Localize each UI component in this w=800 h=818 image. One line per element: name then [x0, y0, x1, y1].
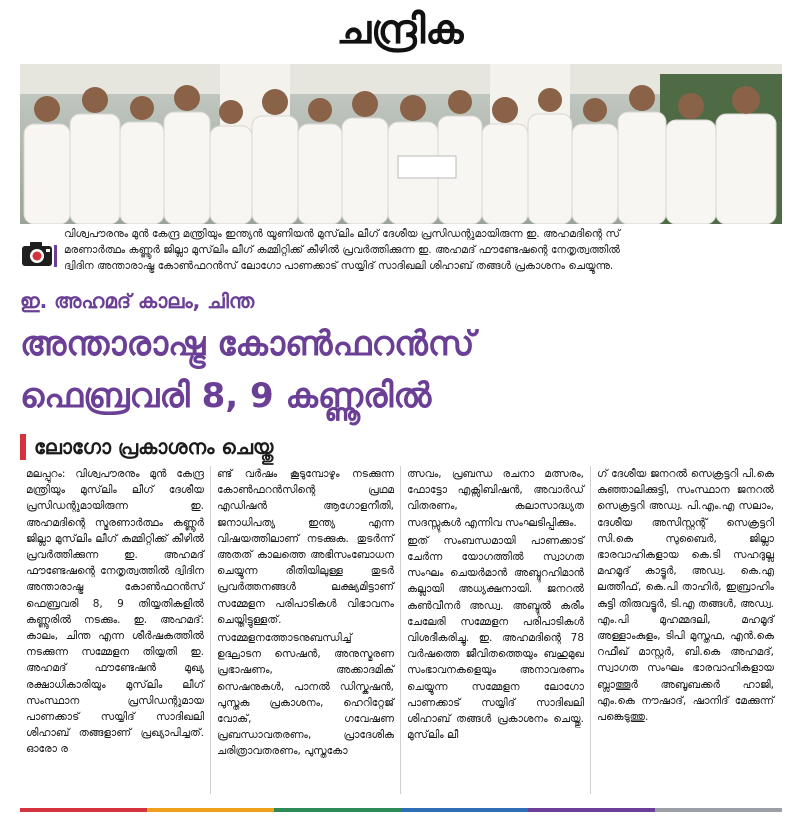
- color-strip-segment: [655, 808, 782, 812]
- camera-icon: [20, 237, 58, 271]
- news-photo: [20, 64, 782, 224]
- subhead-marker: [20, 434, 26, 460]
- body-paragraph: മലപ്പുറം: വിശ്വപൗരനും മുൻ കേന്ദ്ര മന്ത്രിയും മുസ്‌ലിം ലീഗ് ദേശീയ പ്രസിഡന്റുമായിരുന്ന ഇ. അഹമദിന്റെ സ്മരണാർത്ഥം കണ്ണൂർ ജില്ലാ മുസ്‌ലിം ലീഗ് കമ്മിറ്റിക്ക് കീഴിൽ പ്രവർത്തിക്കുന്ന ഇ. അഹമദ് ഫൗണ്ടേഷന്റെ നേതൃത്വത്തിൽ ദ്വിദിന അന്താരാഷ്ട്ര കോൺഫറൻസ് ഫെബ്രവരി 8, 9 തിയ്യതികളിൽ കണ്ണൂരിൽ നടക്കും. ഇ. അഹമദ്: കാലം, ചിന്ത എന്ന ശീർഷകത്തിൽ നടക്കുന്ന സമ്മേളന തിയ്യതി ഇ. അഹമദ് ഫൗണ്ടേഷൻ മുഖ്യ രക്ഷാധികാരിയും മുസ്‌ലിം ലീഗ് സംസ്ഥാന പ്രസിഡന്റുമായ പാണക്കാട് സയ്യിദ് സാദിഖലി ശിഹാബ് തങ്ങളാണ് പ്രഖ്യാപിച്ചത്. ഓരോ ര: [26, 468, 204, 756]
- headline-line: ഫെബ്രവരി 8, 9 കണ്ണൂരിൽ: [20, 376, 432, 416]
- color-strip-segment: [274, 808, 401, 812]
- article-kicker: ഇ. അഹമദ് കാലം, ചിന്ത: [20, 289, 255, 313]
- body-paragraph: ണ്ട് വർഷം കൂടുമ്പോഴും നടക്കുന്ന കോൺഫറൻസിന്റെ പ്രഥമ എഡിഷൻ ആഗോളനീതി, ജനാധിപത്യ ഇന്ത്യ എന്ന വിഷയത്തിലാണ് നടക്കുക. തുടർന്ന് അതത് കാലത്തെ അഭിസംബോധന ചെയ്യുന്ന രീതിയിലുള്ള തുടർ പ്രവർത്തനങ്ങൾ ലക്ഷ്യമിട്ടാണ് സമ്മേളന പരിപാടികൾ വിഭാവനം ചെയ്തിട്ടുള്ളത്.: [217, 468, 394, 626]
- headline-line: അന്താരാഷ്ട്ര കോൺഫറൻസ്: [20, 324, 475, 364]
- color-strip: [20, 808, 782, 812]
- caption-line: ദ്വിദിന അന്താരാഷ്ട്ര കോൺഫറൻസ് ലോഗോ പാണക്കാട് സയ്യിദ് സാദിഖലി ശിഹാബ് തങ്ങൾ പ്രകാശനം ചെയ്യുന്നു.: [64, 260, 614, 272]
- color-strip-segment: [401, 808, 528, 812]
- caption-line: വിശ്വപൗരനും മുൻ കേന്ദ്ര മന്ത്രിയും ഇന്ത്യൻ യൂണിയൻ മുസ്‌ലിം ലീഗ് ദേശീയ പ്രസിഡന്റുമായിരുന്ന ഇ. അഹമദിന്റെ സ്: [64, 228, 620, 240]
- body-paragraph: സമ്മേളനത്തോടനുബന്ധിച്ച് ഉദ്ഘാടന സെഷൻ, അനുസ്മരണ പ്രഭാഷണം, അക്കാദമിക് സെഷനുകൾ, പാനൽ ഡിസ്കഷൻ, പുസ്തക പ്രകാശനം, ഹെറിറ്റേജ് വോക്, ഗവേഷണ പ്രബന്ധാവതരണം, പ്രാദേശിക ചരിത്രാവതരണം, പുസ്തകോ: [217, 632, 394, 758]
- body-paragraph: ഇത് സംബന്ധമായി പാണക്കാട് ചേർന്ന യോഗത്തിൽ സ്വാഗത സംഘം ചെയർമാൻ അബ്ദുറഹിമാൻ കല്ലായി അധ്യക്ഷനായി. ജനറൽ കൺവീനർ അഡ്വ. അബ്ദുൽ കരീം ചേലേരി സമ്മേളന പരിപാടികൾ വിശദീകരിച്ചു. ഇ. അഹമദിന്റെ 78 വർഷത്തെ ജീവിതത്തെയും ബഹുമുഖ സംഭാവനകളെയും അനാവരണം ചെയ്യുന്ന സമ്മേളന ലോഗോ പാണക്കാട് സയ്യിദ് സാദിഖലി ശിഹാബ് തങ്ങൾ പ്രകാശനം ചെയ്തു. മുസ്‌ലിം ലീ: [407, 534, 584, 742]
- body-column-2: [210, 466, 400, 794]
- subhead-text: ലോഗോ പ്രകാശനം ചെയ്തു: [34, 435, 274, 459]
- caption-line: മരണാർത്ഥം കണ്ണൂർ ജില്ലാ മുസ്‌ലിം ലീഗ് കമ്മിറ്റിക്ക് കീഴിൽ പ്രവർത്തിക്കുന്ന ഇ. അഹമദ് ഫൗണ്ടേഷന്റെ നേതൃത്വത്തിൽ: [64, 244, 620, 256]
- group-photo-illustration: [20, 64, 782, 224]
- body-paragraph: ത്സവം, പ്രബന്ധ രചനാ മത്സരം, ഫോട്ടോ എക്സിബിഷൻ, അവാർഡ് വിതരണം, കലാസാദ്ധ്യത സദസ്സുകൾ എന്നിവ സംഘടിപ്പിക്കും.: [407, 468, 584, 529]
- article-subhead: [20, 432, 780, 462]
- masthead-title: ചന്ദ്രിക: [336, 6, 464, 53]
- body-paragraph: ഗ് ദേശീയ ജനറൽ സെക്രട്ടറി പി.കെ കുഞ്ഞാലിക്കുട്ടി, സംസ്ഥാന ജനറൽ സെക്രട്ടറി അഡ്വ. പി.എം.എ സലാം, ദേശീയ അസിസ്റ്റന്റ് സെക്രട്ടറി സി.കെ സുബൈർ, ജില്ലാ ഭാരവാഹികളായ കെ.ടി സഹദുല്ല മഹമൂദ് കാട്ടൂർ, അഡ്വ. കെ.എ ലത്തീഫ്, കെ.പി താഹിർ, ഇബ്രാഹിം കുട്ടി തിരുവട്ടൂർ, ടി.എ തങ്ങൾ, അഡ്വ. എം.പി മുഹമ്മദലി, മഹമൂദ് അള്ളാംകുളം, ടിപി മുസ്തഫ, എൻ.കെ റഫീഖ് മാസ്റ്റർ, ബി.കെ അഹമദ്, സ്വാഗത സംഘം ഭാരവാഹികളായ ബ്ലാത്തൂർ അബൂബക്കർ ഹാജി, എം.കെ നൗഷാദ്, ഷാനിദ് മേക്കുന്ന് പങ്കെടുത്തു.: [597, 468, 774, 724]
- color-strip-segment: [20, 808, 147, 812]
- body-column-3: [400, 466, 590, 794]
- color-strip-segment: [528, 808, 655, 812]
- body-column-1: [20, 466, 210, 794]
- article-headline: [20, 318, 790, 422]
- color-strip-segment: [147, 808, 274, 812]
- photo-caption: [64, 226, 784, 274]
- body-column-4: [590, 466, 780, 794]
- article-body: [20, 466, 782, 794]
- masthead: [0, 0, 800, 62]
